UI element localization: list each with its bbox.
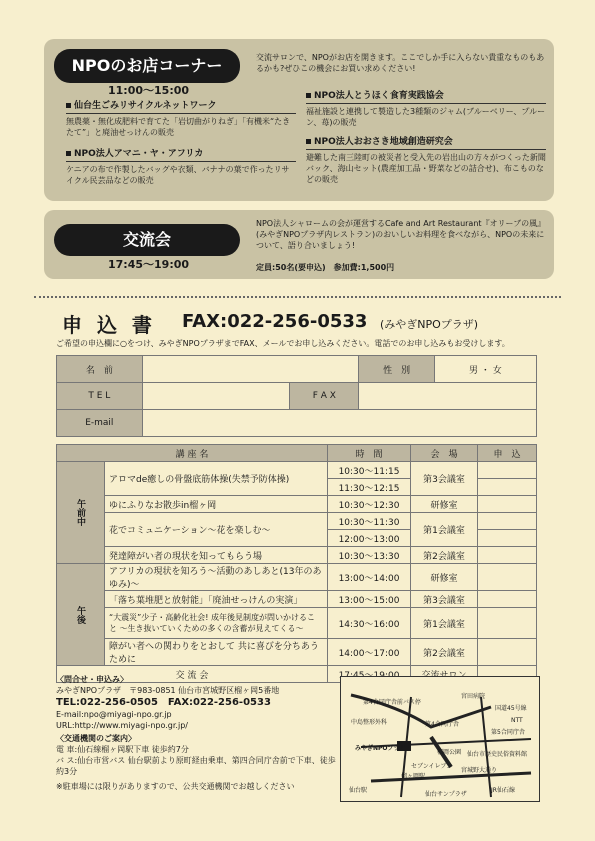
contact-url[interactable]: URL:http://www.miyagi-npo.gr.jp/ xyxy=(56,721,188,730)
bullet-icon xyxy=(306,93,311,98)
fax-field[interactable] xyxy=(359,383,537,410)
contact-block xyxy=(56,674,336,792)
map-label: みやぎNPOプラザ xyxy=(355,745,406,752)
course-room: 第2会議室 xyxy=(411,639,478,666)
bullet-icon xyxy=(66,103,71,108)
apply-cell[interactable] xyxy=(478,462,537,479)
apply-cell[interactable] xyxy=(478,639,537,666)
apply-cell[interactable] xyxy=(478,496,537,513)
fax-label: F A X xyxy=(290,383,359,410)
map-label: 仙台市歴史民俗資料館 xyxy=(467,751,528,758)
bullet-icon xyxy=(66,151,71,156)
shop-time: 11:00〜15:00 xyxy=(108,84,190,97)
org-name: NPO法人とうほく食育実践協会 xyxy=(314,91,444,101)
course-name: 交 流 会 xyxy=(57,666,328,683)
course-name: 発達障がい者の現状を知ってもらう場 xyxy=(105,547,328,564)
course-room: 研修室 xyxy=(411,496,478,513)
apply-cell[interactable] xyxy=(478,479,537,496)
tel-label: T E L xyxy=(57,383,143,410)
apply-cell[interactable] xyxy=(478,513,537,530)
course-name: アロマde癒しの骨盤底筋体操(失禁予防体操) xyxy=(105,462,328,496)
pm-label: 午後 xyxy=(57,564,105,666)
org-text: 避難した南三陸町の被災者と受入先の岩出山の方々がつくった新聞バック、海山セット(農産加工品・野菜などの詰合せ)、布こものなどの販売 xyxy=(306,153,546,184)
shop-org-1 xyxy=(66,100,296,138)
map-label: 中島整形外科 xyxy=(351,719,388,726)
separator xyxy=(34,296,561,298)
map-label: NTT xyxy=(511,717,523,724)
course-time: 10:30〜12:30 xyxy=(328,496,411,513)
map-label: 榴岡公園 xyxy=(437,749,462,756)
course-time: 14:30〜16:00 xyxy=(328,608,411,639)
name-field[interactable] xyxy=(142,356,359,383)
header-time: 時 間 xyxy=(328,445,411,462)
map-label: 国道45号線 xyxy=(495,705,527,712)
koryu-title: 交流会 xyxy=(54,224,240,256)
form-fax-org: (みやぎNPOプラザ) xyxy=(380,318,479,331)
org-text: 無農薬・無化成肥料で育てた「岩切曲がりねぎ」「有機米“たきたて”」と廃油せっけんの販売 xyxy=(66,117,291,137)
org-name: 仙台生ごみリサイクルネットワーク xyxy=(74,101,217,111)
form-note: ご希望の申込欄に○をつけ、みやぎNPOプラザまでFAX、メールでお申し込みください。電話でのお申し込みもお受けします。 xyxy=(56,339,510,348)
map-label: 榴ヶ岡駅 xyxy=(401,773,426,780)
header-room: 会 場 xyxy=(411,445,478,462)
application-form xyxy=(56,355,537,437)
map-label: 第4合同庁舎 xyxy=(425,721,459,728)
course-time: 13:00〜15:00 xyxy=(328,591,411,608)
org-text: 福祉施設と連携して製造した3種類のジャム(ブルーベリー、プルーン、苺)の販売 xyxy=(306,107,546,127)
apply-cell[interactable] xyxy=(478,591,537,608)
org-text: ケニアの布で作製したバッグや衣類、バナナの葉で作ったリサイクル民芸品などの販売 xyxy=(66,165,290,185)
course-time: 14:00〜17:00 xyxy=(328,639,411,666)
am-label: 午前中 xyxy=(57,462,105,564)
name-label: 名 前 xyxy=(57,356,143,383)
gender-label: 性 別 xyxy=(359,356,434,383)
course-room: 第1会議室 xyxy=(411,608,478,639)
map-label: JR仙石線 xyxy=(491,787,515,794)
map-graphic xyxy=(341,677,539,801)
apply-cell[interactable] xyxy=(478,608,537,639)
shop-org-2 xyxy=(66,148,296,186)
course-name: “大震災”少子・高齢化社会! 成年後見制度が問いかけること 〜生き抜いていくための多くの含蓄が見えてくる〜 xyxy=(105,608,328,639)
transport-bus: バ ス:仙台市営バス 仙台駅前より原町経由乗車、第四合同庁舎前で下車、徒歩約3分 xyxy=(56,756,336,776)
form-fax: FAX:022-256-0533 xyxy=(182,311,368,332)
map-label: 第4合同庁舎前バス停 xyxy=(363,699,421,706)
map-label: 第5合同庁舎 xyxy=(491,729,525,736)
course-time: 10:30〜11:15 xyxy=(328,462,411,479)
map-label: セブンイレブン xyxy=(411,763,453,770)
shop-org-4 xyxy=(306,136,546,185)
email-label: E-mail xyxy=(57,410,143,437)
access-map xyxy=(340,676,540,802)
map-label: 宮田病院 xyxy=(461,693,486,700)
schedule-table xyxy=(56,444,537,683)
course-name: ゆにふりなお散歩in榴ヶ岡 xyxy=(105,496,328,513)
transport-title: 〈交通機関のご案内〉 xyxy=(56,734,136,743)
course-name: アフリカの現状を知ろう〜活動のあしあと(13年のあゆみ)〜 xyxy=(105,564,328,591)
contact-title: 〈問合せ・申込み〉 xyxy=(56,675,128,684)
course-room: 研修室 xyxy=(411,564,478,591)
course-time: 10:30〜11:30 xyxy=(328,513,411,530)
course-name: 「落ち葉堆肥と放射能」「廃油せっけんの実演」 xyxy=(105,591,328,608)
apply-cell[interactable] xyxy=(478,564,537,591)
transport-train: 電 車:仙石線榴ヶ岡駅下車 徒歩約7分 xyxy=(56,745,189,754)
org-name: NPO法人アマニ・ヤ・アフリカ xyxy=(74,149,204,159)
gender-field[interactable]: 男 ・ 女 xyxy=(434,356,536,383)
contact-tel: TEL:022-256-0505 FAX:022-256-0533 xyxy=(56,697,271,708)
shop-desc: 交流サロンで、NPOがお店を開きます。ここでしか手に入らない貴重なものもあるかも?ぜひこの機会にお買い求めください! xyxy=(256,53,545,73)
apply-cell[interactable] xyxy=(478,547,537,564)
course-room: 第2会議室 xyxy=(411,547,478,564)
parking-note: ※駐車場には限りがありますので、公共交通機関でお越しください xyxy=(56,782,295,791)
bullet-icon xyxy=(306,139,311,144)
koryu-time: 17:45〜19:00 xyxy=(108,258,190,271)
shop-org-3 xyxy=(306,90,546,128)
email-field[interactable] xyxy=(142,410,536,437)
header-course: 講 座 名 xyxy=(57,445,328,462)
apply-cell[interactable] xyxy=(478,530,537,547)
course-room: 第1会議室 xyxy=(411,513,478,547)
course-time: 12:00〜13:00 xyxy=(328,530,411,547)
course-name: 障がい者への関わりをとおして 共に喜びを分ちあうために xyxy=(105,639,328,666)
map-label: 宮城野大通り xyxy=(461,767,498,774)
contact-org: みやぎNPOプラザ 〒983-0851 仙台市宮城野区榴ヶ岡5番地 xyxy=(56,686,280,695)
header-apply: 申 込 xyxy=(478,445,537,462)
map-label: 仙台サンプラザ xyxy=(425,791,467,798)
tel-field[interactable] xyxy=(142,383,290,410)
shop-title: NPOのお店コーナー xyxy=(54,49,240,83)
course-time: 10:30〜13:30 xyxy=(328,547,411,564)
course-room: 第3会議室 xyxy=(411,462,478,496)
form-title: 申 込 書 xyxy=(62,313,156,337)
org-name: NPO法人おおさき地域創造研究会 xyxy=(314,137,453,147)
course-room: 第3会議室 xyxy=(411,591,478,608)
map-label: 仙台駅 xyxy=(349,787,368,794)
contact-email[interactable]: E-mail:npo@miyagi-npo.gr.jp xyxy=(56,710,172,719)
koryu-desc: NPO法人シャロームの会が運営するCafe and Art Restaurant『オリーブの風』(みやぎNPOプラザ内レストラン)のおいしいお料理を食べながら、NPOの未来について、語り合いましょう! xyxy=(256,219,546,250)
course-time: 11:30〜12:15 xyxy=(328,479,411,496)
koryu-capacity: 定員:50名(要申込) 参加費:1,500円 xyxy=(256,263,395,272)
course-time: 13:00〜14:00 xyxy=(328,564,411,591)
course-name: 花でコミュニケーション〜花を楽しむ〜 xyxy=(105,513,328,547)
